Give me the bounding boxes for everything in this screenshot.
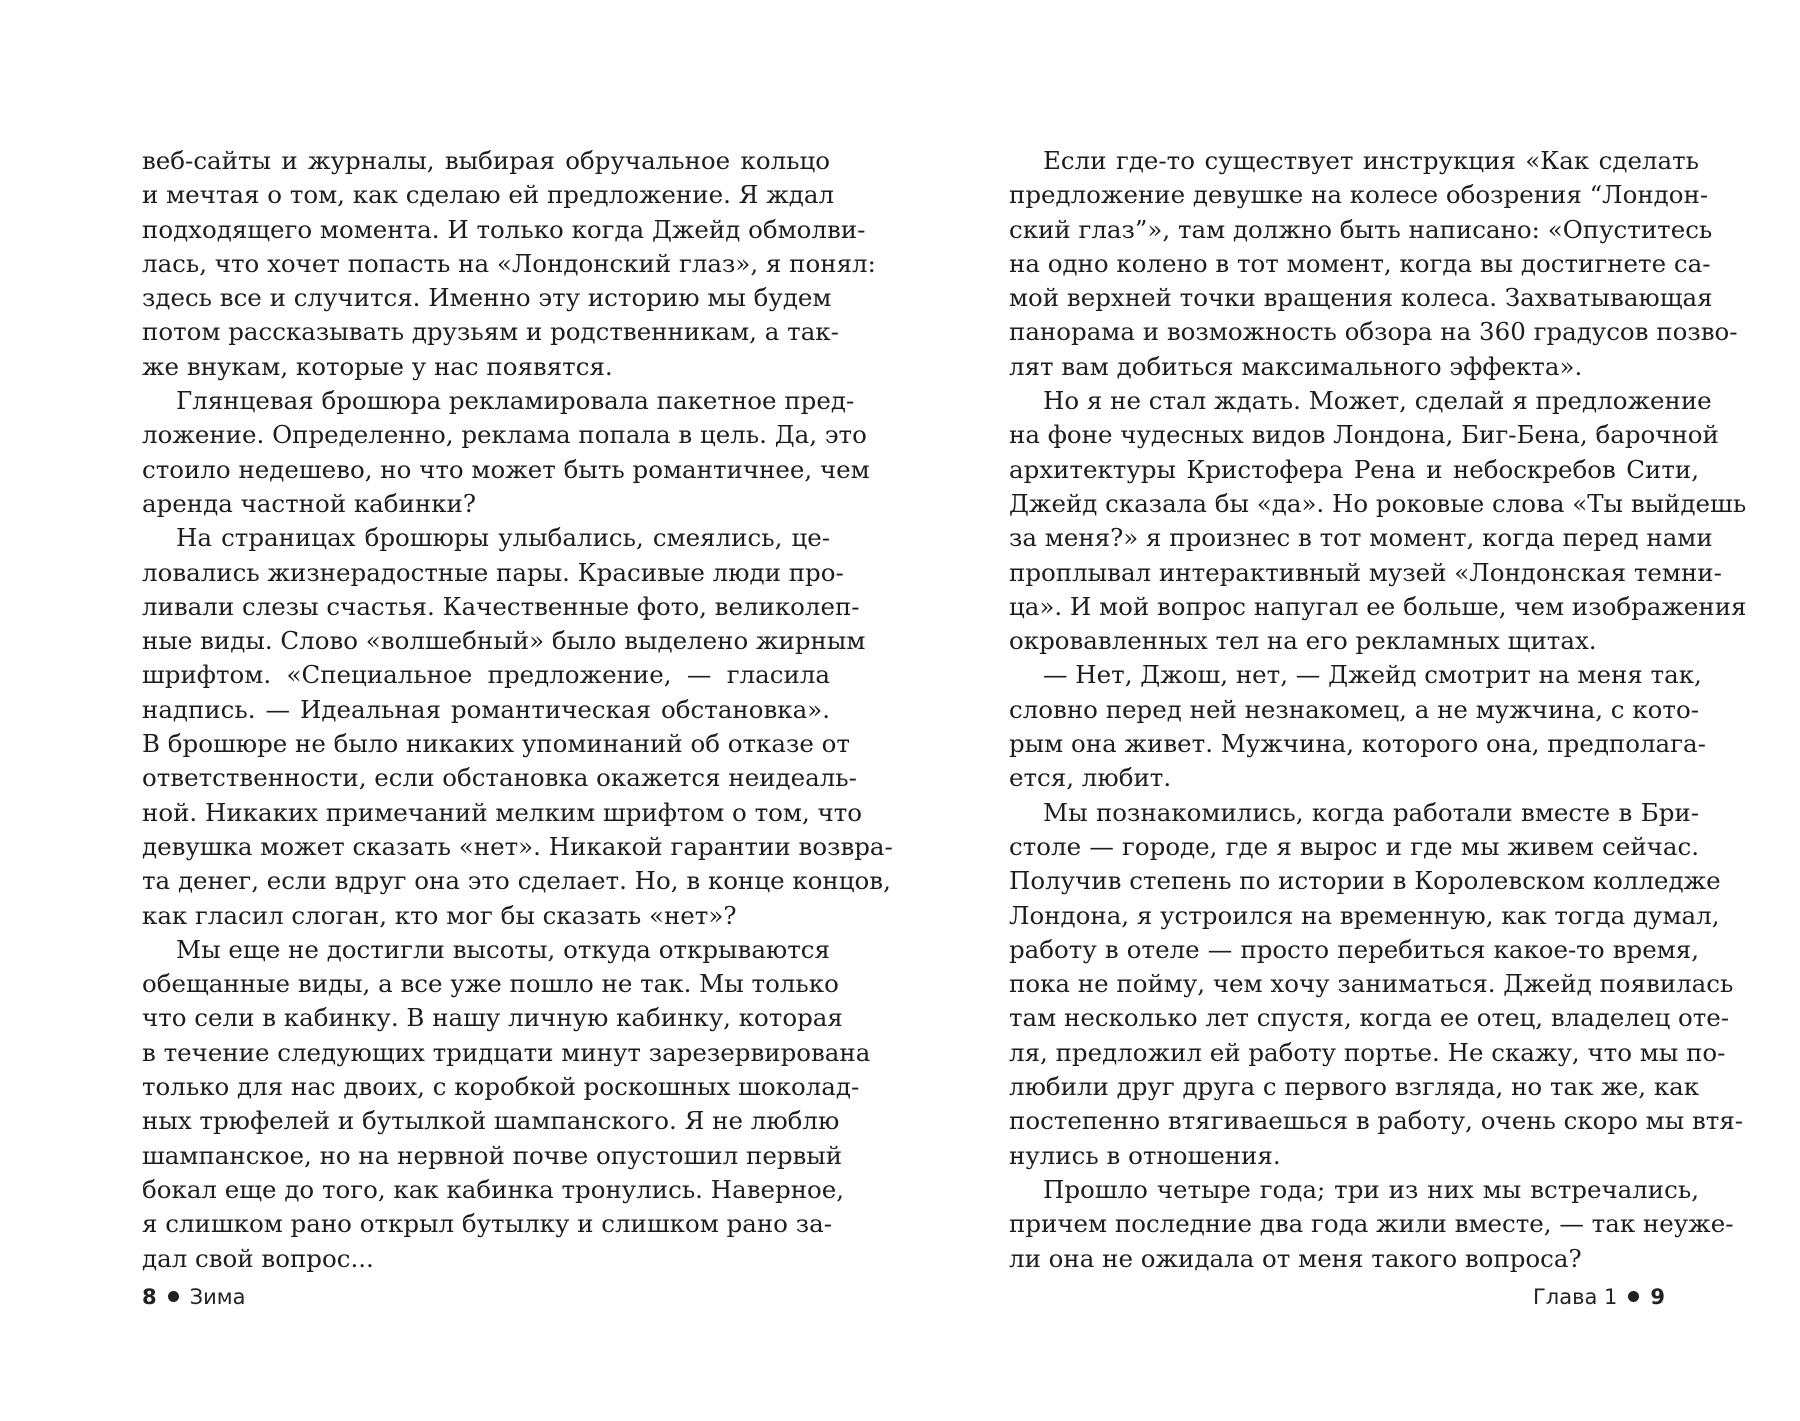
- running-head: Зима: [189, 1285, 246, 1309]
- text-line: потом рассказывать друзьям и родственникам, а так-: [142, 317, 839, 347]
- text-line: и мечтая о том, как сделаю ей предложение. Я ждал: [142, 180, 835, 210]
- text-line: Если где-то существует инструкция «Как сделать: [1043, 146, 1699, 175]
- text-line: лят вам добиться максимального эффекта».: [1009, 351, 1583, 381]
- right-page-text: [1009, 144, 1747, 1276]
- text-line: нулись в отношения.: [1009, 1140, 1281, 1170]
- text-line: ский глаз”», там должно быть написано: «Опуститесь: [1009, 214, 1713, 244]
- text-line: лась, что хочет попасть на «Лондонский глаз», я понял:: [142, 248, 876, 278]
- text-line: столе — городе, где я вырос и где мы живем сейчас.: [1009, 831, 1699, 861]
- text-line: Получив степень по истории в Королевском колледже: [1009, 866, 1721, 896]
- text-line: Но я не стал ждать. Может, сделай я предложение: [1043, 386, 1712, 416]
- text-line: причем последние два года жили вместе, — так неуже-: [1009, 1209, 1734, 1239]
- right-page-footer: [1533, 1283, 1665, 1311]
- text-line: в течение следующих тридцати минут зарезервирована: [142, 1037, 871, 1067]
- right-page: [900, 0, 1800, 1421]
- text-line: за меня?» я произнес в тот момент, когда перед нами: [1009, 523, 1713, 553]
- text-line: как гласил слоган, кто мог бы сказать «нет»?: [142, 900, 737, 930]
- text-line: любили друг друга с первого взгляда, но так же, как: [1009, 1072, 1700, 1102]
- text-line: рым она живет. Мужчина, которого она, предполага-: [1009, 729, 1706, 759]
- text-line: стоило недешево, но что может быть романтичнее, чем: [142, 454, 870, 484]
- text-line: ложение. Определенно, реклама попала в цель. Да, это: [142, 420, 867, 450]
- text-line: ли она не ожидала от меня такого вопроса?: [1009, 1243, 1582, 1273]
- text-line: дал свой вопрос...: [142, 1243, 374, 1273]
- text-line: мой верхней точки вращения колеса. Захватывающая: [1009, 283, 1713, 313]
- text-line: Мы еще не достигли высоты, откуда открываются: [176, 934, 830, 964]
- text-line: я слишком рано открыл бутылку и слишком рано за-: [142, 1209, 832, 1239]
- page-number: 8: [142, 1285, 157, 1309]
- text-line: архитектуры Кристофера Рена и небоскребов Сити,: [1009, 454, 1699, 484]
- text-line: ных трюфелей и бутылкой шампанского. Я не люблю: [142, 1106, 840, 1136]
- text-line: ца». И мой вопрос напугал ее больше, чем изображения: [1009, 591, 1747, 621]
- text-line: только для нас двоих, с коробкой роскошных шоколад-: [142, 1072, 860, 1102]
- text-line: там несколько лет спустя, когда ее отец, владелец оте-: [1009, 1003, 1730, 1033]
- text-line: панорама и возможность обзора на 360 градусов позво-: [1009, 317, 1738, 347]
- text-line: пока не пойму, чем хочу заниматься. Джейд появилась: [1009, 969, 1734, 999]
- text-line: Джейд сказала бы «да». Но роковые слова «Ты выйдешь: [1009, 488, 1747, 518]
- text-line: ливали слезы счастья. Качественные фото, великолеп-: [142, 591, 860, 621]
- text-line: обещанные виды, а все уже пошло не так. Мы только: [142, 969, 839, 999]
- text-line: надпись. — Идеальная романтическая обстановка».: [142, 694, 830, 724]
- text-line: окровавленных тел на его рекламных щитах.: [1009, 626, 1597, 656]
- text-line: веб-сайты и журналы, выбирая обручальное кольцо: [142, 146, 830, 175]
- text-line: шампанское, но на нервной почве опустошил первый: [142, 1140, 843, 1170]
- text-line: словно перед ней незнакомец, а не мужчина, с кото-: [1009, 694, 1699, 724]
- text-line: В брошюре не было никаких упоминаний об отказе от: [142, 729, 850, 759]
- text-line: бокал еще до того, как кабинка тронулись. Наверное,: [142, 1174, 845, 1204]
- left-page-footer: [142, 1283, 245, 1311]
- text-line: что сели в кабинку. В нашу личную кабинку, которая: [142, 1003, 843, 1033]
- text-line: ответственности, если обстановка окажется неидеаль-: [142, 763, 857, 793]
- text-line: постепенно втягиваешься в работу, очень скоро мы втя-: [1009, 1106, 1744, 1136]
- text-line: Глянцевая брошюра рекламировала пакетное пред-: [176, 386, 855, 416]
- text-line: ля, предложил ей работу портье. Не скажу, что мы по-: [1009, 1037, 1726, 1067]
- text-line: шрифтом. «Специальное предложение, — гласила: [142, 660, 830, 690]
- text-line: здесь все и случится. Именно эту историю мы будем: [142, 283, 832, 313]
- text-line: На страницах брошюры улыбались, смеялись, це-: [176, 523, 830, 553]
- text-line: — Нет, Джош, нет, — Джейд смотрит на меня так,: [1043, 660, 1702, 690]
- bullet-icon: [168, 1291, 179, 1302]
- text-line: Прошло четыре года; три из них мы встречались,: [1043, 1174, 1699, 1204]
- text-line: ной. Никаких примечаний мелким шрифтом о том, что: [142, 797, 863, 827]
- bullet-icon: [1628, 1291, 1639, 1302]
- text-line: та денег, если вдруг она это сделает. Но, в конце концов,: [142, 866, 891, 896]
- text-line: подходящего момента. И только когда Джейд обмолви-: [142, 214, 866, 244]
- text-line: ловались жизнерадостные пары. Красивые люди про-: [142, 557, 844, 587]
- text-line: аренда частной кабинки?: [142, 488, 476, 518]
- text-line: предложение девушке на колесе обозрения “Лондон-: [1009, 180, 1709, 210]
- text-line: Лондона, я устроился на временную, как тогда думал,: [1009, 900, 1720, 930]
- text-line: работу в отеле — просто перебиться какое-то время,: [1009, 934, 1699, 964]
- text-line: на фоне чудесных видов Лондона, Биг-Бена, барочной: [1009, 420, 1719, 450]
- left-page-text: [142, 144, 893, 1276]
- page-number: 9: [1650, 1285, 1665, 1309]
- text-line: девушка может сказать «нет». Никакой гарантии возвра-: [142, 831, 893, 861]
- running-head: Глава 1: [1532, 1285, 1618, 1309]
- text-line: ные виды. Слово «волшебный» было выделено жирным: [142, 626, 866, 656]
- text-line: ется, любит.: [1009, 763, 1172, 793]
- text-line: же внукам, которые у нас появятся.: [142, 351, 613, 381]
- text-line: проплывал интерактивный музей «Лондонская темни-: [1009, 557, 1722, 587]
- text-line: на одно колено в тот момент, когда вы достигнете са-: [1009, 248, 1711, 278]
- text-line: Мы познакомились, когда работали вместе в Бри-: [1043, 797, 1699, 827]
